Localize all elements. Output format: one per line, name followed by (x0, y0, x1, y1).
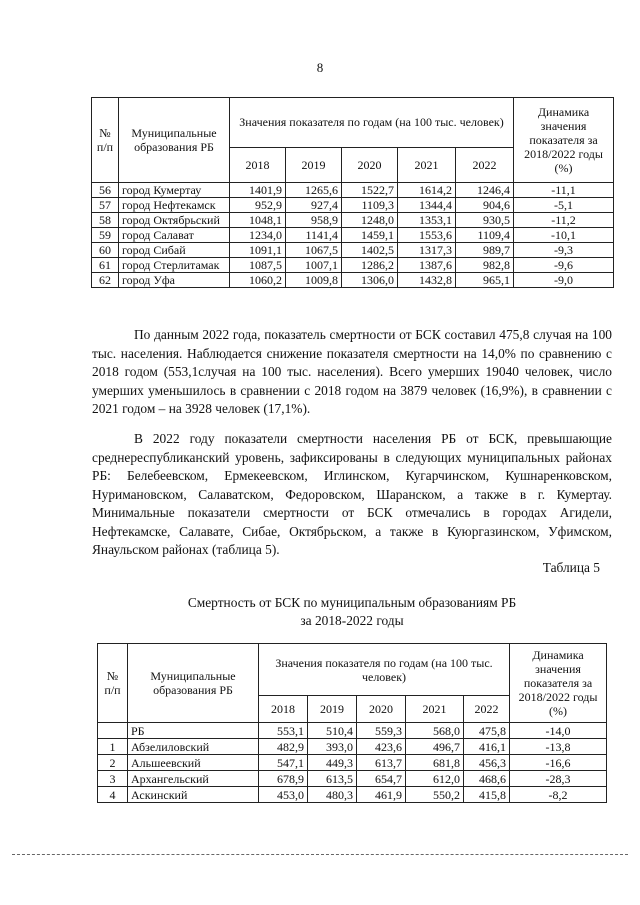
year-value: 480,3 (308, 787, 357, 803)
table-row (98, 723, 607, 739)
year-value: 415,8 (464, 787, 510, 803)
year-value: 1109,4 (456, 228, 514, 243)
municipality-name: Архангельский (128, 771, 259, 787)
col-header-year: 2019 (308, 696, 357, 723)
col-header-year: 2022 (456, 147, 514, 182)
table-5-title-line-2: за 2018-2022 годы (300, 613, 404, 628)
municipality-name: Альшеевский (128, 755, 259, 771)
year-value: 1459,1 (342, 228, 398, 243)
col-header-dynamics: Динамика значения показателя за 2018/2022 годы (%) (514, 98, 614, 183)
table-5-title-line-1: Смертность от БСК по муниципальным образованиям РБ (187, 595, 517, 610)
dynamics-value: -10,1 (514, 228, 614, 243)
municipality-name: РБ (128, 723, 259, 739)
year-value: 1344,4 (398, 198, 456, 213)
row-number: 4 (98, 787, 128, 803)
dynamics-value: -9,0 (514, 273, 614, 288)
year-value: 958,9 (286, 213, 342, 228)
table-row (92, 228, 614, 243)
col-header-year: 2022 (464, 696, 510, 723)
municipality-name: город Октябрьский (119, 213, 230, 228)
year-value: 553,1 (259, 723, 308, 739)
year-value: 475,8 (464, 723, 510, 739)
col-header-year: 2021 (406, 696, 464, 723)
col-header-municipality: Муниципальные образования РБ (128, 644, 259, 723)
municipality-name: город Уфа (119, 273, 230, 288)
dynamics-value: -11,1 (514, 183, 614, 198)
year-value: 416,1 (464, 739, 510, 755)
year-value: 952,9 (230, 198, 286, 213)
col-header-num: № п/п (92, 98, 119, 183)
year-value: 461,9 (357, 787, 406, 803)
col-header-year: 2020 (357, 696, 406, 723)
paragraph-municipal-comparison (92, 430, 612, 560)
year-value: 449,3 (308, 755, 357, 771)
col-header-year: 2018 (230, 147, 286, 182)
municipality-name: город Кумертау (119, 183, 230, 198)
page-bottom-divider (12, 854, 628, 855)
year-value: 1522,7 (342, 183, 398, 198)
row-number (98, 723, 128, 739)
year-value: 510,4 (308, 723, 357, 739)
col-header-dynamics: Динамика значения показателя за 2018/2022 годы (%) (510, 644, 607, 723)
table-5-label: Таблица 5 (542, 560, 600, 575)
table-header-row (98, 644, 607, 696)
year-value: 965,1 (456, 273, 514, 288)
table-row (92, 258, 614, 273)
table-row (92, 243, 614, 258)
row-number: 1 (98, 739, 128, 755)
year-value: 1067,5 (286, 243, 342, 258)
table-row (92, 183, 614, 198)
year-value: 989,7 (456, 243, 514, 258)
col-header-values-group: Значения показателя по годам (на 100 тыс. человек) (230, 98, 514, 148)
dynamics-value: -11,2 (514, 213, 614, 228)
table-row (92, 273, 614, 288)
year-value: 1007,1 (286, 258, 342, 273)
table-5-title (92, 594, 612, 630)
table-row (92, 213, 614, 228)
year-value: 1432,8 (398, 273, 456, 288)
year-value: 547,1 (259, 755, 308, 771)
col-header-year: 2021 (398, 147, 456, 182)
page-number: 8 (316, 60, 324, 75)
municipality-name: город Стерлитамак (119, 258, 230, 273)
year-value: 1614,2 (398, 183, 456, 198)
year-value: 550,2 (406, 787, 464, 803)
year-value: 496,7 (406, 739, 464, 755)
year-value: 654,7 (357, 771, 406, 787)
year-value: 681,8 (406, 755, 464, 771)
col-header-num: № п/п (98, 644, 128, 723)
year-value: 393,0 (308, 739, 357, 755)
year-value: 1060,2 (230, 273, 286, 288)
table-row (98, 739, 607, 755)
col-header-municipality: Муниципальные образования РБ (119, 98, 230, 183)
row-number: 3 (98, 771, 128, 787)
year-value: 456,3 (464, 755, 510, 771)
year-value: 1286,2 (342, 258, 398, 273)
municipality-name: город Салават (119, 228, 230, 243)
row-number: 58 (92, 213, 119, 228)
municipality-name: город Нефтекамск (119, 198, 230, 213)
paragraph-mortality-summary (92, 326, 612, 419)
year-value: 1248,0 (342, 213, 398, 228)
dynamics-value: -9,3 (514, 243, 614, 258)
mortality-table-continued (91, 97, 614, 288)
municipality-name: Абзелиловский (128, 739, 259, 755)
dynamics-value: -8,2 (510, 787, 607, 803)
year-value: 904,6 (456, 198, 514, 213)
dynamics-value: -9,6 (514, 258, 614, 273)
year-value: 423,6 (357, 739, 406, 755)
year-value: 927,4 (286, 198, 342, 213)
year-value: 678,9 (259, 771, 308, 787)
year-value: 612,0 (406, 771, 464, 787)
dynamics-value: -13,8 (510, 739, 607, 755)
year-value: 930,5 (456, 213, 514, 228)
year-value: 453,0 (259, 787, 308, 803)
year-value: 1401,9 (230, 183, 286, 198)
year-value: 1265,6 (286, 183, 342, 198)
year-value: 1553,6 (398, 228, 456, 243)
year-value: 1009,8 (286, 273, 342, 288)
col-header-year: 2018 (259, 696, 308, 723)
year-value: 613,5 (308, 771, 357, 787)
row-number: 59 (92, 228, 119, 243)
year-value: 1091,1 (230, 243, 286, 258)
dynamics-value: -28,3 (510, 771, 607, 787)
row-number: 60 (92, 243, 119, 258)
paragraph-1-text: По данным 2022 года, показатель смертности от БСК составил 475,8 случая на 100 тыс. населения. Наблюдается снижение показателя смертности на 14,0% по сравнению с 2018 годом (553,1случая на 100 тыс. населения). Всего умерших 19040 человек, число умерших уменьшилось в сравнении с 2018 годом на 3879 человек (16,9%), в сравнении с 2021 годом – на 3928 человек (17,1%). (92, 327, 612, 416)
year-value: 1087,5 (230, 258, 286, 273)
year-value: 468,6 (464, 771, 510, 787)
col-header-year: 2019 (286, 147, 342, 182)
year-value: 1141,4 (286, 228, 342, 243)
year-value: 613,7 (357, 755, 406, 771)
col-header-year: 2020 (342, 147, 398, 182)
table-row (92, 198, 614, 213)
col-header-values-group: Значения показателя по годам (на 100 тыс. человек) (259, 644, 510, 696)
year-value: 1306,0 (342, 273, 398, 288)
row-number: 57 (92, 198, 119, 213)
dynamics-value: -5,1 (514, 198, 614, 213)
row-number: 62 (92, 273, 119, 288)
mortality-table-5 (97, 643, 607, 803)
year-value: 982,8 (456, 258, 514, 273)
year-value: 559,3 (357, 723, 406, 739)
row-number: 56 (92, 183, 119, 198)
paragraph-2-text: В 2022 году показатели смертности населения РБ от БСК, превышающие среднереспубликанский уровень, зафиксированы в следующих муниципальных районах РБ: Белебеевском, Ермекеевском, Иглинском, Кугарчинском, Кушнаренковском, Нуримановском, Салаватском, Федоровском, Шаранском, а также в г. Кумертау. Минимальные показатели смертности от БСК отмечались в городах Агидели, Нефтекамске, Салавате, Сибае, Октябрьском, а также в Куюргазинском, Уфимском, Янаульском районах (таблица 5). (92, 431, 612, 557)
table-row (98, 771, 607, 787)
table-row (98, 755, 607, 771)
municipality-name: Аскинский (128, 787, 259, 803)
row-number: 61 (92, 258, 119, 273)
year-value: 1246,4 (456, 183, 514, 198)
table-header-row (92, 98, 614, 148)
dynamics-value: -14,0 (510, 723, 607, 739)
year-value: 1109,3 (342, 198, 398, 213)
year-value: 1048,1 (230, 213, 286, 228)
year-value: 1317,3 (398, 243, 456, 258)
year-value: 1234,0 (230, 228, 286, 243)
dynamics-value: -16,6 (510, 755, 607, 771)
table-row (98, 787, 607, 803)
year-value: 482,9 (259, 739, 308, 755)
year-value: 1402,5 (342, 243, 398, 258)
year-value: 1387,6 (398, 258, 456, 273)
year-value: 1353,1 (398, 213, 456, 228)
row-number: 2 (98, 755, 128, 771)
year-value: 568,0 (406, 723, 464, 739)
municipality-name: город Сибай (119, 243, 230, 258)
